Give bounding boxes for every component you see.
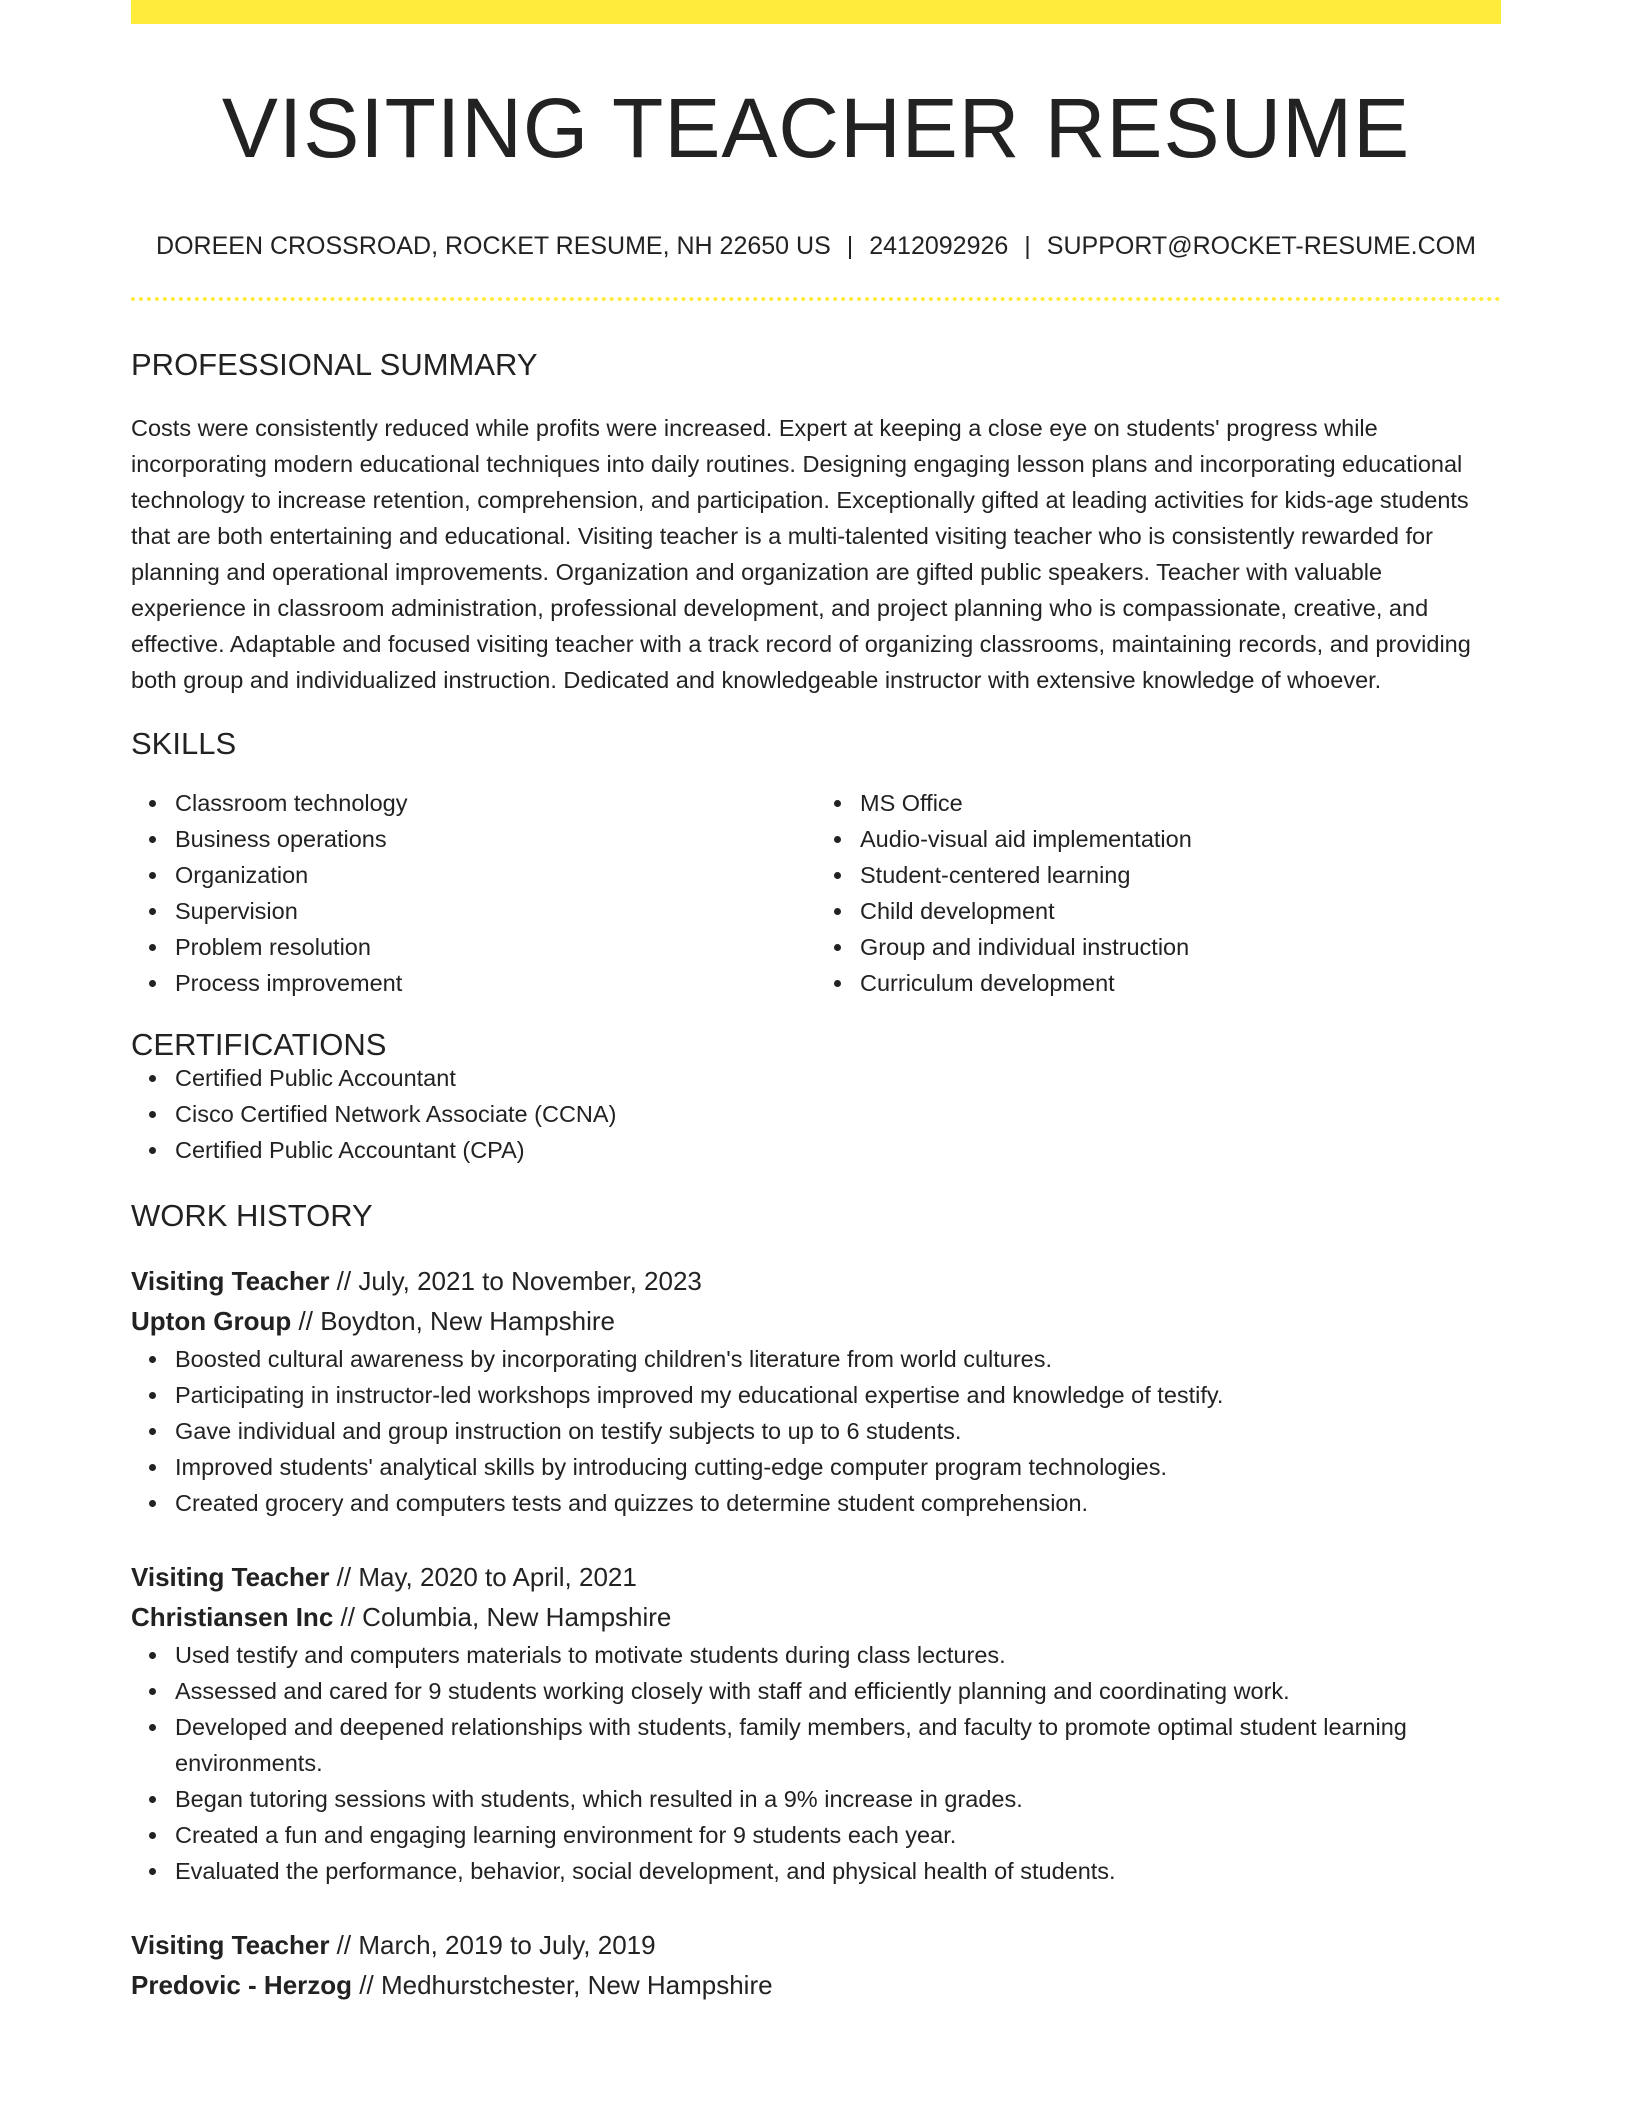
job-bullet: Created a fun and engaging learning environment for 9 students each year. xyxy=(175,1817,1501,1853)
contact-phone: 2412092926 xyxy=(869,232,1009,260)
skill-item: Classroom technology xyxy=(175,785,816,821)
page-title: VISITING TEACHER RESUME xyxy=(221,81,1411,175)
job-bullet: Evaluated the performance, behavior, social development, and physical health of students. xyxy=(175,1853,1501,1889)
skill-item: MS Office xyxy=(860,785,1501,821)
resume-page xyxy=(131,0,1501,2005)
skill-item: Problem resolution xyxy=(175,929,816,965)
job-entry xyxy=(131,1925,1501,2005)
job-company: Christiansen Inc xyxy=(131,1602,334,1632)
skills-list xyxy=(131,785,1501,1001)
skill-item: Business operations xyxy=(175,821,816,857)
contact-address: DOREEN CROSSROAD, ROCKET RESUME, NH 22650 US xyxy=(156,232,831,260)
contact-separator: | xyxy=(846,232,854,260)
skills-column-right xyxy=(816,785,1501,1001)
work-history-heading: WORK HISTORY xyxy=(131,1198,373,1233)
contact-separator: | xyxy=(1024,232,1031,260)
job-bullet: Gave individual and group instruction on testify subjects to up to 6 students. xyxy=(175,1413,1501,1449)
summary-heading: PROFESSIONAL SUMMARY xyxy=(131,347,538,382)
job-location: // Boydton, New Hampshire xyxy=(291,1306,615,1336)
skill-item: Curriculum development xyxy=(860,965,1501,1001)
job-company-line xyxy=(131,1301,1501,1341)
job-bullet-list xyxy=(131,1637,1501,1889)
job-entry xyxy=(131,1261,1501,1521)
job-company: Upton Group xyxy=(131,1306,292,1336)
job-location: // Medhurstchester, New Hampshire xyxy=(352,1970,773,2000)
job-dates: // May, 2020 to April, 2021 xyxy=(329,1562,637,1592)
contact-line xyxy=(131,234,1501,259)
job-company-line xyxy=(131,1597,1501,1637)
job-bullet-list xyxy=(131,1341,1501,1521)
job-bullet: Boosted cultural awareness by incorporating children's literature from world cultures. xyxy=(175,1341,1501,1377)
job-title-line xyxy=(131,1557,1501,1597)
skill-item: Group and individual instruction xyxy=(860,929,1501,965)
job-dates: // March, 2019 to July, 2019 xyxy=(329,1930,656,1960)
job-title: Visiting Teacher xyxy=(131,1562,330,1592)
top-accent-bar xyxy=(131,0,1501,24)
job-bullet: Created grocery and computers tests and quizzes to determine student comprehension. xyxy=(175,1485,1501,1521)
skill-item: Supervision xyxy=(175,893,816,929)
job-company-line xyxy=(131,1965,1501,2005)
dotted-divider xyxy=(131,297,1501,301)
job-title: Visiting Teacher xyxy=(131,1266,330,1296)
skills-column-left xyxy=(131,785,816,1001)
job-bullet: Participating in instructor-led workshops improved my educational expertise and knowledge of testify. xyxy=(175,1377,1501,1413)
skill-item: Student-centered learning xyxy=(860,857,1501,893)
skill-item: Process improvement xyxy=(175,965,816,1001)
job-dates: // July, 2021 to November, 2023 xyxy=(329,1266,702,1296)
certification-item: Certified Public Accountant (CPA) xyxy=(175,1132,1501,1168)
certification-item: Cisco Certified Network Associate (CCNA) xyxy=(175,1096,1501,1132)
job-bullet: Used testify and computers materials to motivate students during class lectures. xyxy=(175,1637,1501,1673)
job-bullet: Developed and deepened relationships with students, family members, and faculty to promote optimal student learning environments. xyxy=(175,1709,1501,1781)
job-company: Predovic - Herzog xyxy=(131,1970,353,2000)
skill-item: Child development xyxy=(860,893,1501,929)
job-title-line xyxy=(131,1925,1501,1965)
job-bullet: Improved students' analytical skills by introducing cutting-edge computer program technologies. xyxy=(175,1449,1501,1485)
job-bullet: Assessed and cared for 9 students working closely with staff and efficiently planning and coordinating work. xyxy=(175,1673,1501,1709)
certification-item: Certified Public Accountant xyxy=(175,1060,1501,1096)
summary-text: Costs were consistently reduced while profits were increased. Expert at keeping a close eye on students' progress while incorporating modern educational techniques into daily routines. Designing engaging lesson plans and incorporating educational technology to increase retention, comprehension, and participation. Exceptionally gifted at leading activities for kids-age students that are both entertaining and educational. Visiting teacher is a multi-talented visiting teacher who is consistently rewarded for planning and operational improvements. Organization and organization are gifted public speakers. Teacher with valuable experience in classroom administration, professional development, and project planning who is compassionate, creative, and effective. Adaptable and focused visiting teacher with a track record of organizing classrooms, maintaining records, and providing both group and individualized instruction. Dedicated and knowledgeable instructor with extensive knowledge of whoever. xyxy=(131,415,1471,693)
job-title: Visiting Teacher xyxy=(131,1930,330,1960)
job-title-line xyxy=(131,1261,1501,1301)
job-entry xyxy=(131,1557,1501,1889)
job-location: // Columbia, New Hampshire xyxy=(333,1602,672,1632)
skill-item: Audio-visual aid implementation xyxy=(860,821,1501,857)
job-bullet: Began tutoring sessions with students, which resulted in a 9% increase in grades. xyxy=(175,1781,1501,1817)
skill-item: Organization xyxy=(175,857,816,893)
certifications-heading: CERTIFICATIONS xyxy=(131,1027,387,1062)
certifications-list xyxy=(131,1060,1501,1168)
contact-email: SUPPORT@ROCKET-RESUME.COM xyxy=(1046,232,1476,260)
skills-heading: SKILLS xyxy=(131,726,237,761)
